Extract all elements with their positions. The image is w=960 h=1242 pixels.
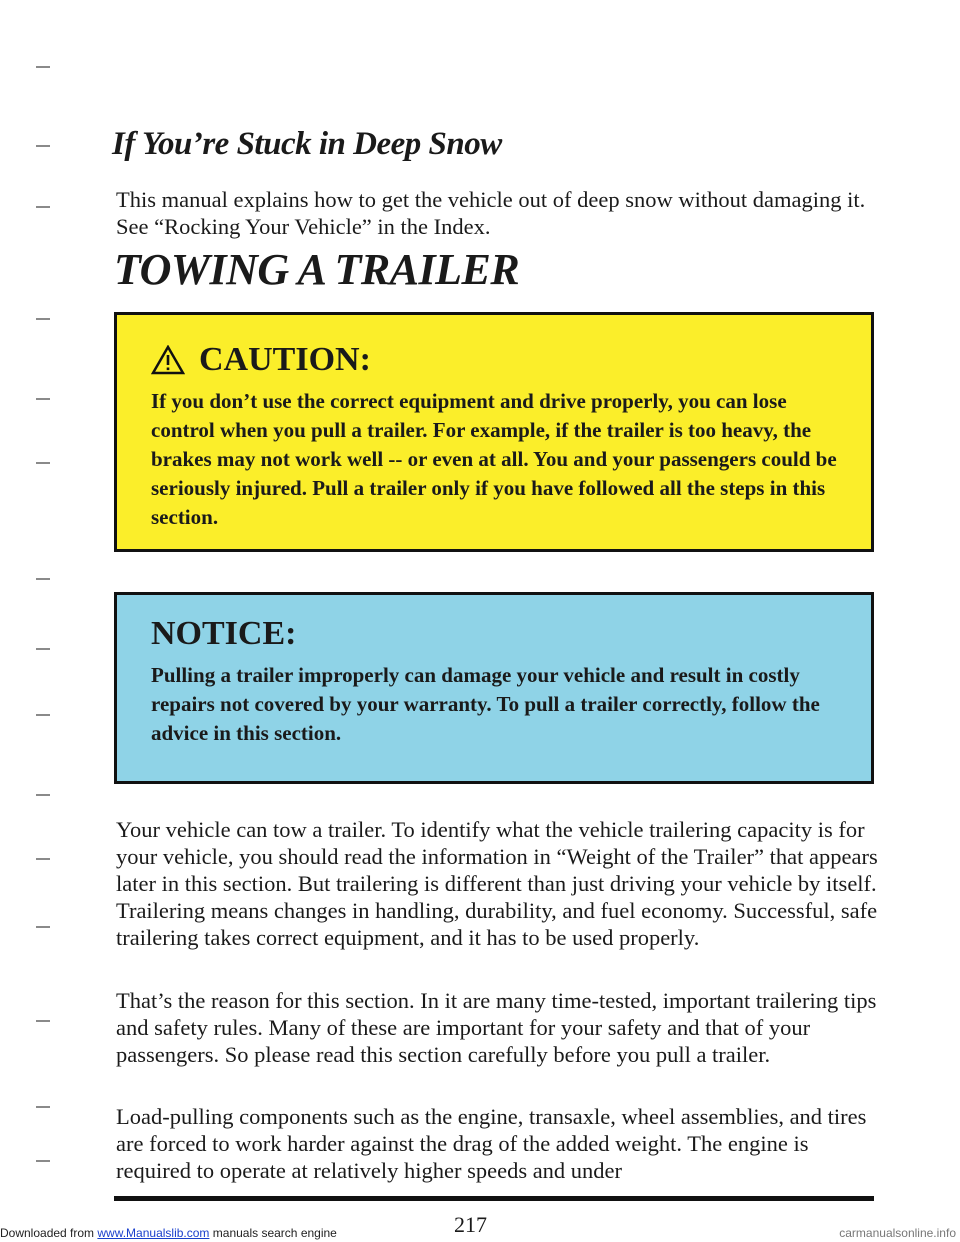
margin-tick: [36, 648, 50, 650]
caution-box: [114, 312, 874, 552]
subheading-deep-snow: If You’re Stuck in Deep Snow: [112, 126, 502, 162]
section-heading: TOWING A TRAILER: [114, 245, 520, 294]
margin-tick: [36, 794, 50, 796]
page-number: 217: [454, 1212, 487, 1237]
body-paragraph-1: Your vehicle can tow a trailer. To identify what the vehicle trailering capacity is for your vehicle, you should read the information in “Weight of the Trailer” that appears later in this section. But trailering is different than just driving your vehicle by itself. Trailering means changes in handling, durability, and fuel economy. Successful, safe trailering takes correct equipment, and it has to be used properly.: [116, 817, 878, 950]
watermark: carmanualsonline.info: [839, 1226, 956, 1240]
footer-prefix: Downloaded from: [0, 1226, 98, 1240]
body-paragraph-3: Load-pulling components such as the engine, transaxle, wheel assemblies, and tires are forced to work harder against the drag of the added weight. The engine is required to operate at relatively higher speeds and under: [116, 1104, 867, 1183]
margin-tick: [36, 145, 50, 147]
footer-suffix: manuals search engine: [209, 1226, 337, 1240]
snow-paragraph: This manual explains how to get the vehicle out of deep snow without damaging it. See “Rocking Your Vehicle” in the Index.: [116, 187, 866, 239]
notice-body: Pulling a trailer improperly can damage your vehicle and result in costly repairs not covered by your warranty. To pull a trailer correctly, follow the advice in this section.: [151, 663, 820, 745]
notice-box: [114, 592, 874, 784]
notice-title: NOTICE:: [151, 615, 297, 652]
body-paragraph-2: That’s the reason for this section. In it are many time-tested, important trailering tips and safety rules. Many of these are important for your safety and that of your passengers. So please read this section carefully before you pull a trailer.: [116, 988, 877, 1067]
margin-tick: [36, 926, 50, 928]
margin-tick: [36, 1160, 50, 1162]
margin-tick: [36, 1106, 50, 1108]
margin-tick: [36, 714, 50, 716]
warning-triangle-icon: [151, 345, 185, 375]
caution-title: CAUTION:: [199, 341, 371, 378]
margin-tick: [36, 858, 50, 860]
margin-tick: [36, 318, 50, 320]
caution-body: If you don’t use the correct equipment and drive properly, you can lose control when you pull a trailer. For example, if the trailer is too heavy, the brakes may not work well -- or even at all. You and your passengers could be seriously injured. Pull a trailer only if you have followed all the steps in this section.: [151, 389, 837, 529]
caution-title-row: [151, 341, 841, 379]
margin-tick: [36, 578, 50, 580]
margin-tick: [36, 206, 50, 208]
download-footer: [0, 1226, 337, 1240]
margin-tick: [36, 1020, 50, 1022]
footer-rule: [114, 1196, 874, 1201]
margin-tick: [36, 398, 50, 400]
margin-tick: [36, 66, 50, 68]
manualslib-link[interactable]: www.Manualslib.com: [97, 1226, 210, 1240]
margin-tick: [36, 462, 50, 464]
